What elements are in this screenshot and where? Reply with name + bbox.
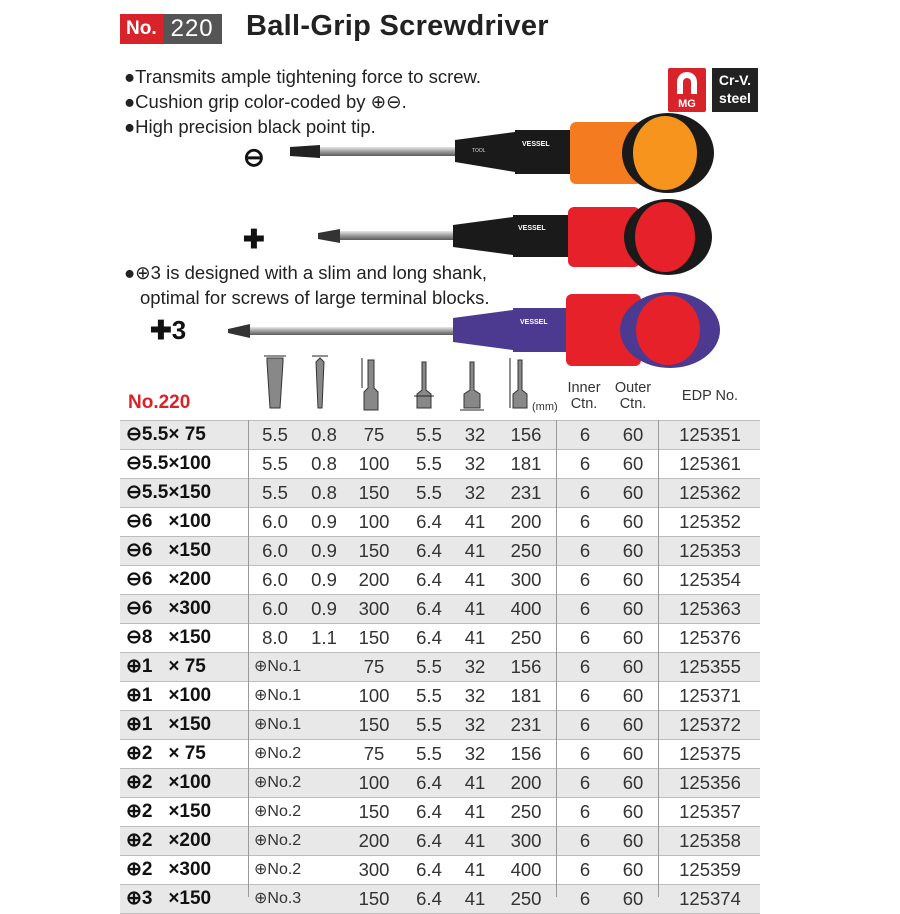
thickness-cell: 0.8 bbox=[311, 424, 337, 445]
outer-ctn-cell: 60 bbox=[622, 801, 644, 822]
page-title: Ball-Grip Screwdriver bbox=[246, 10, 549, 42]
table-row bbox=[120, 681, 760, 710]
overall-cell: 400 bbox=[510, 859, 542, 880]
width-cell: 32 bbox=[464, 656, 486, 677]
tip-cell: 5.5 bbox=[262, 424, 288, 445]
grip-cell: 5.5 bbox=[416, 424, 442, 445]
overall-cell: 156 bbox=[510, 743, 542, 764]
model-badge-number: 220 bbox=[163, 14, 222, 44]
column-divider bbox=[556, 420, 557, 897]
tip-cell: ⊕No.1 bbox=[254, 716, 302, 733]
inner-ctn-cell: 6 bbox=[579, 801, 591, 822]
edp-cell: 125361 bbox=[679, 453, 741, 474]
magnet-icon bbox=[668, 68, 706, 98]
table-row bbox=[120, 884, 760, 914]
width-cell: 41 bbox=[464, 569, 486, 590]
inner-ctn-cell: 6 bbox=[579, 569, 591, 590]
phillips3-symbol: ✚3 bbox=[150, 315, 187, 345]
grip-cell: 6.4 bbox=[416, 859, 442, 880]
overall-cell: 231 bbox=[510, 714, 542, 735]
table-row bbox=[120, 768, 760, 797]
outer-ctn-cell: 60 bbox=[622, 772, 644, 793]
thickness-cell: 1.1 bbox=[311, 627, 337, 648]
model-badge bbox=[120, 14, 222, 44]
grip-width-icon bbox=[464, 362, 480, 408]
dimension-diagrams bbox=[250, 352, 558, 414]
grip-cell: 6.4 bbox=[416, 801, 442, 822]
phillips-symbol: ✚ bbox=[243, 224, 265, 254]
tip-cell: ⊕No.2 bbox=[254, 745, 302, 762]
inner-ctn-header bbox=[560, 380, 608, 412]
shank-cell: 75 bbox=[363, 656, 385, 677]
tip-cell: 6.0 bbox=[262, 569, 288, 590]
overall-cell: 400 bbox=[510, 598, 542, 619]
edp-cell: 125374 bbox=[679, 888, 741, 909]
edp-cell: 125359 bbox=[679, 859, 741, 880]
edp-cell: 125351 bbox=[679, 424, 741, 445]
crv-steel-logo bbox=[712, 68, 758, 112]
table-row bbox=[120, 507, 760, 536]
grip-cell: 5.5 bbox=[416, 714, 442, 735]
grip-cell: 5.5 bbox=[416, 685, 442, 706]
shank-cell: 75 bbox=[363, 424, 385, 445]
size-cell: ⊖6 ×300 bbox=[126, 598, 212, 619]
tip-cell: 5.5 bbox=[262, 453, 288, 474]
overall-cell: 250 bbox=[510, 801, 542, 822]
table-row bbox=[120, 739, 760, 768]
shank-cell: 300 bbox=[358, 859, 390, 880]
feature-item: ●Cushion grip color-coded by ⊕⊖. bbox=[124, 91, 407, 112]
tip-cell: 6.0 bbox=[262, 511, 288, 532]
inner-ctn-header-label: Inner Ctn. bbox=[567, 380, 601, 412]
brand-label: VESSEL bbox=[520, 319, 548, 326]
size-cell: ⊕1 ×100 bbox=[126, 685, 212, 706]
tip-cell: ⊕No.2 bbox=[254, 861, 302, 878]
edp-cell: 125375 bbox=[679, 743, 741, 764]
edp-cell: 125352 bbox=[679, 511, 741, 532]
note-line-2: optimal for screws of large terminal blocks. bbox=[140, 287, 490, 308]
edp-cell: 125372 bbox=[679, 714, 741, 735]
tip-cell: ⊕No.2 bbox=[254, 774, 302, 791]
brand-label: VESSEL bbox=[518, 225, 546, 232]
grip-cell: 6.4 bbox=[416, 569, 442, 590]
thickness-cell: 0.8 bbox=[311, 482, 337, 503]
table-row bbox=[120, 855, 760, 884]
outer-ctn-cell: 60 bbox=[622, 888, 644, 909]
size-cell: ⊖5.5×100 bbox=[126, 453, 212, 474]
tip-cell: ⊕No.1 bbox=[254, 658, 302, 675]
table-row bbox=[120, 623, 760, 652]
grip-cell: 6.4 bbox=[416, 598, 442, 619]
size-cell: ⊕2 × 75 bbox=[126, 743, 206, 764]
table-row bbox=[120, 478, 760, 507]
magnetic-logo bbox=[668, 68, 706, 112]
overall-cell: 300 bbox=[510, 830, 542, 851]
tip-cell: 8.0 bbox=[262, 627, 288, 648]
shank-length-icon bbox=[364, 360, 378, 410]
outer-ctn-cell: 60 bbox=[622, 656, 644, 677]
feature-item: ●Transmits ample tightening force to screw. bbox=[124, 66, 481, 87]
edp-cell: 125355 bbox=[679, 656, 741, 677]
outer-ctn-cell: 60 bbox=[622, 714, 644, 735]
model-badge-prefix: No. bbox=[120, 14, 163, 44]
tip-cell: ⊕No.1 bbox=[254, 687, 302, 704]
tip-cell: 6.0 bbox=[262, 598, 288, 619]
column-divider bbox=[658, 420, 659, 897]
table-row bbox=[120, 594, 760, 623]
table-row bbox=[120, 797, 760, 826]
overall-cell: 200 bbox=[510, 511, 542, 532]
grip-cell: 5.5 bbox=[416, 482, 442, 503]
overall-cell: 250 bbox=[510, 627, 542, 648]
grip-cell: 6.4 bbox=[416, 772, 442, 793]
overall-cell: 181 bbox=[510, 685, 542, 706]
grip-cell: 6.4 bbox=[416, 888, 442, 909]
table-model-label: No.220 bbox=[128, 392, 191, 413]
width-cell: 41 bbox=[464, 888, 486, 909]
width-cell: 41 bbox=[464, 511, 486, 532]
table-row bbox=[120, 710, 760, 739]
grip-cell: 6.4 bbox=[416, 627, 442, 648]
table-row bbox=[120, 420, 760, 449]
table-row bbox=[120, 652, 760, 681]
grip-cell: 6.4 bbox=[416, 830, 442, 851]
shank-cell: 100 bbox=[358, 511, 390, 532]
outer-ctn-cell: 60 bbox=[622, 743, 644, 764]
inner-ctn-cell: 6 bbox=[579, 453, 591, 474]
outer-ctn-cell: 60 bbox=[622, 598, 644, 619]
inner-ctn-cell: 6 bbox=[579, 685, 591, 706]
outer-ctn-cell: 60 bbox=[622, 830, 644, 851]
shank-cell: 100 bbox=[358, 453, 390, 474]
shank-cell: 75 bbox=[363, 743, 385, 764]
outer-ctn-cell: 60 bbox=[622, 569, 644, 590]
thickness-cell: 0.8 bbox=[311, 453, 337, 474]
size-cell: ⊕2 ×200 bbox=[126, 830, 212, 851]
tip-cell: ⊕No.2 bbox=[254, 832, 302, 849]
size-cell: ⊕2 ×100 bbox=[126, 772, 212, 793]
shank-cell: 100 bbox=[358, 685, 390, 706]
overall-cell: 300 bbox=[510, 569, 542, 590]
magnetic-logo-text: MG bbox=[678, 98, 696, 110]
tip-cell: ⊕No.2 bbox=[254, 803, 302, 820]
slotted-screwdriver-image bbox=[290, 112, 730, 198]
width-cell: 41 bbox=[464, 859, 486, 880]
outer-ctn-cell: 60 bbox=[622, 453, 644, 474]
size-cell: ⊖5.5× 75 bbox=[126, 424, 206, 445]
shank-cell: 300 bbox=[358, 598, 390, 619]
unit-label: (mm) bbox=[532, 401, 558, 413]
shank-cell: 150 bbox=[358, 714, 390, 735]
tip-thickness-icon bbox=[316, 358, 324, 408]
width-cell: 32 bbox=[464, 714, 486, 735]
thickness-cell: 0.9 bbox=[311, 540, 337, 561]
width-cell: 41 bbox=[464, 598, 486, 619]
overall-cell: 250 bbox=[510, 888, 542, 909]
width-cell: 41 bbox=[464, 830, 486, 851]
grip-cell: 6.4 bbox=[416, 540, 442, 561]
width-cell: 32 bbox=[464, 482, 486, 503]
outer-ctn-cell: 60 bbox=[622, 482, 644, 503]
size-cell: ⊖6 ×150 bbox=[126, 540, 212, 561]
thickness-cell: 0.9 bbox=[311, 569, 337, 590]
slotted-symbol: ⊖ bbox=[243, 142, 265, 172]
table-row bbox=[120, 826, 760, 855]
size-cell: ⊖8 ×150 bbox=[126, 627, 212, 648]
size-cell: ⊕1 ×150 bbox=[126, 714, 212, 735]
overall-cell: 200 bbox=[510, 772, 542, 793]
grip-cell: 6.4 bbox=[416, 511, 442, 532]
inner-ctn-cell: 6 bbox=[579, 540, 591, 561]
overall-cell: 231 bbox=[510, 482, 542, 503]
edp-cell: 125358 bbox=[679, 830, 741, 851]
width-cell: 41 bbox=[464, 801, 486, 822]
inner-ctn-cell: 6 bbox=[579, 888, 591, 909]
size-cell: ⊖6 ×100 bbox=[126, 511, 212, 532]
outer-ctn-cell: 60 bbox=[622, 627, 644, 648]
inner-ctn-cell: 6 bbox=[579, 627, 591, 648]
column-divider bbox=[248, 420, 249, 897]
inner-ctn-cell: 6 bbox=[579, 772, 591, 793]
tip-cell: ⊕No.3 bbox=[254, 890, 302, 907]
purple-collar bbox=[453, 310, 513, 350]
shank-cell: 150 bbox=[358, 540, 390, 561]
size-cell: ⊖6 ×200 bbox=[126, 569, 212, 590]
outer-ctn-cell: 60 bbox=[622, 685, 644, 706]
svg-text:TOOL: TOOL bbox=[472, 148, 486, 154]
edp-cell: 125371 bbox=[679, 685, 741, 706]
overall-cell: 156 bbox=[510, 424, 542, 445]
shank-cell: 150 bbox=[358, 888, 390, 909]
overall-cell: 250 bbox=[510, 540, 542, 561]
edp-cell: 125362 bbox=[679, 482, 741, 503]
grip-cell: 5.5 bbox=[416, 656, 442, 677]
note-line-1: ●⊕3 is designed with a slim and long shank, bbox=[124, 262, 487, 283]
tip-cell: 5.5 bbox=[262, 482, 288, 503]
inner-ctn-cell: 6 bbox=[579, 598, 591, 619]
outer-ctn-cell: 60 bbox=[622, 859, 644, 880]
outer-ctn-cell: 60 bbox=[622, 540, 644, 561]
shank-cell: 100 bbox=[358, 772, 390, 793]
width-cell: 41 bbox=[464, 772, 486, 793]
spec-table bbox=[120, 420, 760, 914]
shank-cell: 150 bbox=[358, 801, 390, 822]
outer-ctn-cell: 60 bbox=[622, 424, 644, 445]
shank-cell: 200 bbox=[358, 569, 390, 590]
size-cell: ⊕1 × 75 bbox=[126, 656, 206, 677]
grip-cell: 5.5 bbox=[416, 453, 442, 474]
outer-ctn-header bbox=[608, 380, 658, 412]
shank-cell: 150 bbox=[358, 482, 390, 503]
inner-ctn-cell: 6 bbox=[579, 859, 591, 880]
inner-ctn-cell: 6 bbox=[579, 714, 591, 735]
edp-cell: 125363 bbox=[679, 598, 741, 619]
edp-cell: 125356 bbox=[679, 772, 741, 793]
width-cell: 41 bbox=[464, 627, 486, 648]
inner-ctn-cell: 6 bbox=[579, 482, 591, 503]
width-cell: 32 bbox=[464, 424, 486, 445]
thickness-cell: 0.9 bbox=[311, 511, 337, 532]
tip-width-icon bbox=[267, 358, 283, 408]
size-cell: ⊕2 ×150 bbox=[126, 801, 212, 822]
inner-ctn-cell: 6 bbox=[579, 656, 591, 677]
grip-diameter-icon bbox=[417, 362, 431, 408]
inner-ctn-cell: 6 bbox=[579, 424, 591, 445]
width-cell: 41 bbox=[464, 540, 486, 561]
outer-ctn-header-label: Outer Ctn. bbox=[614, 380, 652, 412]
brand-label: VESSEL bbox=[522, 141, 550, 148]
steel-text: steel bbox=[719, 90, 751, 106]
table-row bbox=[120, 449, 760, 478]
feature-item: ●High precision black point tip. bbox=[124, 116, 376, 137]
inner-ctn-cell: 6 bbox=[579, 743, 591, 764]
width-cell: 32 bbox=[464, 743, 486, 764]
grip-cell: 5.5 bbox=[416, 743, 442, 764]
size-cell: ⊖5.5×150 bbox=[126, 482, 212, 503]
shank-cell: 150 bbox=[358, 627, 390, 648]
edp-cell: 125357 bbox=[679, 801, 741, 822]
edp-cell: 125376 bbox=[679, 627, 741, 648]
edp-header: EDP No. bbox=[681, 388, 739, 404]
tip-cell: 6.0 bbox=[262, 540, 288, 561]
table-row bbox=[120, 565, 760, 594]
size-cell: ⊕2 ×300 bbox=[126, 859, 212, 880]
thickness-cell: 0.9 bbox=[311, 598, 337, 619]
table-row bbox=[120, 536, 760, 565]
inner-ctn-cell: 6 bbox=[579, 511, 591, 532]
edp-cell: 125353 bbox=[679, 540, 741, 561]
edp-cell: 125354 bbox=[679, 569, 741, 590]
inner-ctn-cell: 6 bbox=[579, 830, 591, 851]
width-cell: 32 bbox=[464, 453, 486, 474]
crv-text: Cr-V. bbox=[718, 72, 752, 88]
overall-cell: 156 bbox=[510, 656, 542, 677]
overall-cell: 181 bbox=[510, 453, 542, 474]
size-cell: ⊕3 ×150 bbox=[126, 888, 212, 909]
shank-cell: 200 bbox=[358, 830, 390, 851]
width-cell: 32 bbox=[464, 685, 486, 706]
outer-ctn-cell: 60 bbox=[622, 511, 644, 532]
overall-length-icon bbox=[513, 360, 527, 408]
